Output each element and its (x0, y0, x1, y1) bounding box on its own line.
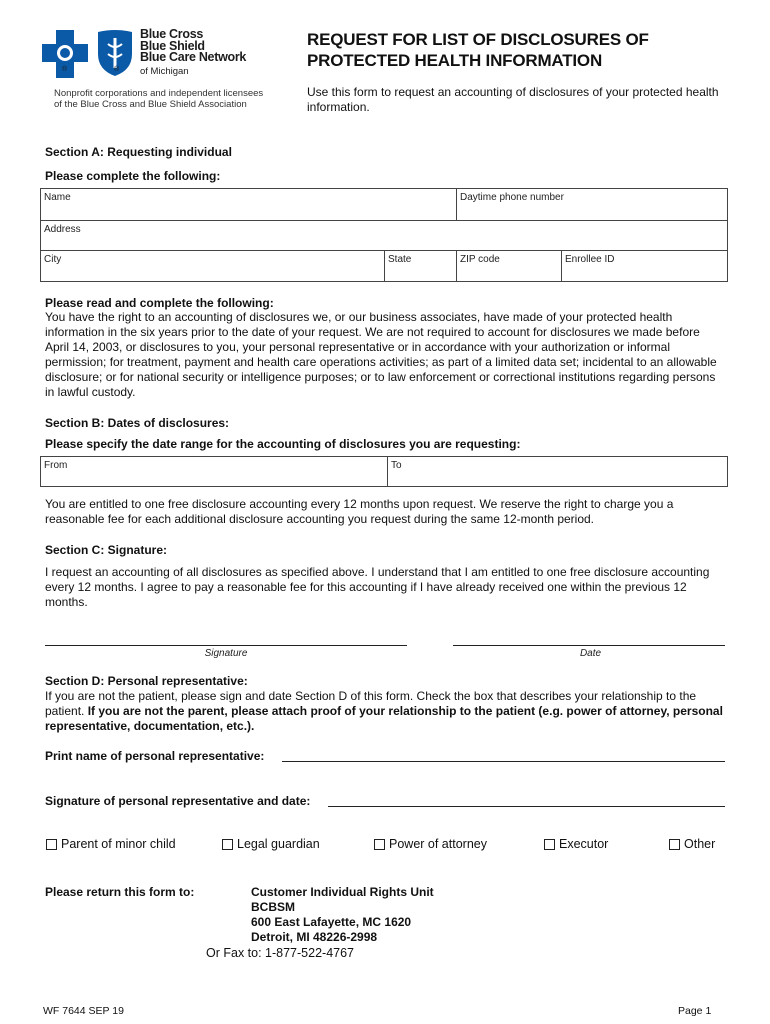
nonprofit-line: of the Blue Cross and Blue Shield Association (54, 98, 247, 110)
signature-line[interactable] (45, 645, 407, 646)
print-name-label: Print name of personal representative: (45, 749, 265, 763)
zip-label: ZIP code (460, 254, 500, 265)
to-label: To (391, 460, 402, 471)
section-d-body-bold: If you are not the parent, please attach proof of your relationship to the patient (e.g. power of attorney, personal representative, documentation, etc.). (45, 704, 723, 733)
section-c-body: I request an accounting of all disclosures as specified above. I understand that I am entitled to one free disclosure accounting every 12 months. I agree to pay a reasonable fee for this accounting if I have already received one within the previous 12 months. (45, 565, 710, 609)
address-line: Customer Individual Rights Unit (251, 885, 434, 899)
title-line: REQUEST FOR LIST OF DISCLOSURES OF (307, 30, 649, 49)
address-line: 600 East Lafayette, MC 1620 (251, 915, 412, 929)
checkbox-label: Executor (559, 837, 609, 851)
address-label: Address (44, 224, 81, 235)
nonprofit-notice (54, 89, 263, 110)
section-b-subheading: Please specify the date range for the accounting of disclosures you are requesting: (45, 437, 521, 451)
checkbox-icon[interactable] (374, 839, 385, 850)
logo-line: Blue Care Network (140, 50, 247, 64)
phone-label: Daytime phone number (460, 192, 564, 203)
zip-field[interactable] (457, 251, 562, 282)
read-heading: Please read and complete the following: (45, 296, 274, 310)
state-field[interactable] (385, 251, 456, 281)
address-line: Detroit, MI 48226-2998 (251, 930, 378, 944)
checkbox-label: Parent of minor child (61, 837, 176, 851)
city-state-cell (41, 251, 457, 282)
checkbox-icon[interactable] (46, 839, 57, 850)
city-label: City (44, 254, 62, 265)
logo-sub: of Michigan (140, 66, 189, 77)
requestor-table (40, 188, 728, 282)
date-range-table (40, 456, 728, 487)
title-line: PROTECTED HEALTH INFORMATION (307, 51, 603, 70)
checkbox-label: Legal guardian (237, 837, 320, 851)
checkbox-other[interactable] (669, 837, 715, 851)
return-label: Please return this form to: (45, 885, 195, 899)
signature-caption: Signature (204, 648, 248, 659)
date-line[interactable] (453, 645, 725, 646)
nonprofit-line: Nonprofit corporations and independent licensees (54, 88, 264, 99)
intro-text: Use this form to request an accounting of disclosures of your protected health information. (307, 85, 719, 114)
logo-line: Blue Shield (140, 38, 205, 53)
page-number: Page 1 (678, 1005, 712, 1017)
checkbox-legal-guardian[interactable] (222, 837, 320, 851)
checkbox-executor[interactable] (544, 837, 608, 851)
from-label: From (44, 460, 68, 471)
enrollee-id-field[interactable] (562, 251, 728, 282)
section-a-subheading: Please complete the following: (45, 169, 221, 183)
section-b-heading: Section B: Dates of disclosures: (45, 416, 230, 430)
registered-mark: ® (62, 66, 68, 73)
page-title (307, 29, 649, 71)
form-code: WF 7644 SEP 19 (43, 1005, 124, 1017)
checkbox-label: Other (684, 837, 716, 851)
print-name-line[interactable] (282, 761, 725, 762)
logo-line: Blue Cross (140, 27, 203, 41)
registered-mark: ® (114, 66, 120, 73)
name-label: Name (44, 192, 71, 203)
section-d-heading: Section D: Personal representative: (45, 674, 248, 688)
state-label: State (388, 254, 412, 265)
checkbox-icon[interactable] (544, 839, 555, 850)
section-d-body (45, 689, 725, 734)
section-a-heading: Section A: Requesting individual (45, 145, 232, 159)
city-field[interactable] (41, 251, 385, 281)
section-d-body-plain: If you are not the patient, please sign and date Section D of this form. Check the box that describes your relationship to the patient. (45, 689, 697, 718)
address-line: BCBSM (251, 900, 295, 914)
rep-signature-label: Signature of personal representative and date: (45, 794, 311, 808)
to-date-field[interactable] (388, 457, 728, 487)
logo-wordmark (140, 29, 246, 64)
section-c-heading: Section C: Signature: (45, 543, 168, 557)
name-field[interactable] (41, 189, 457, 221)
enrollee-label: Enrollee ID (565, 254, 615, 265)
checkbox-icon[interactable] (669, 839, 680, 850)
date-caption: Date (579, 648, 602, 659)
return-address (251, 885, 434, 945)
fax-number: Or Fax to: 1-877-522-4767 (206, 946, 354, 960)
rep-signature-line[interactable] (328, 806, 725, 807)
section-b-note: You are entitled to one free disclosure accounting every 12 months upon request. We reserve the right to charge you a reasonable fee for each additional disclosure accounting you request during the same 12-month period. (45, 497, 674, 526)
checkbox-parent[interactable] (46, 837, 176, 851)
phone-field[interactable] (457, 189, 728, 221)
read-body: You have the right to an accounting of disclosures we, or our business associates, have made of your protected health information in the six years prior to the date of your request. We are not required to account for disclosures we made before April 14, 2003, or disclosures to you, your personal representative or in accordance with your authorization or informal permission; for treatment, payment and health care operations activities; as part of a limited data set; incidental to an allowable disclosure; or for national security or intelligence purposes; or to law enforcement or correctional institutions regarding persons in lawful custody. (45, 310, 717, 399)
address-field[interactable] (41, 221, 728, 251)
checkbox-label: Power of attorney (389, 837, 487, 851)
checkbox-power-of-attorney[interactable] (374, 837, 487, 851)
from-date-field[interactable] (41, 457, 388, 487)
checkbox-icon[interactable] (222, 839, 233, 850)
